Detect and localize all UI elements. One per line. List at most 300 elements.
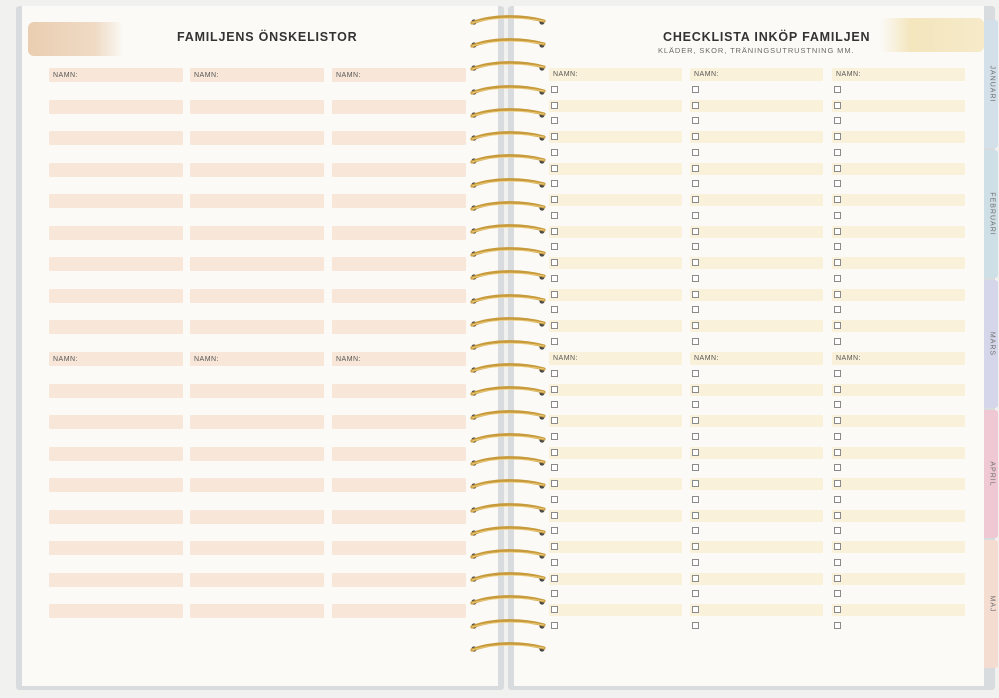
checkbox[interactable] (692, 370, 699, 377)
wish-line[interactable] (190, 541, 324, 555)
checkbox[interactable] (551, 464, 558, 471)
month-tab-mars[interactable] (984, 280, 998, 408)
checkbox[interactable] (692, 228, 699, 235)
checklist-row[interactable] (549, 163, 682, 175)
checklist-row[interactable] (832, 257, 965, 269)
checklist-row[interactable] (690, 557, 823, 569)
name-field[interactable] (549, 68, 682, 81)
wish-line[interactable] (190, 447, 324, 461)
checkbox[interactable] (834, 212, 841, 219)
checklist-row[interactable] (690, 494, 823, 506)
name-field[interactable] (690, 68, 823, 81)
checkbox[interactable] (692, 512, 699, 519)
name-field[interactable] (49, 68, 183, 82)
wish-line[interactable] (332, 510, 466, 524)
checkbox[interactable] (692, 212, 699, 219)
checkbox[interactable] (551, 370, 558, 377)
checkbox[interactable] (551, 291, 558, 298)
checkbox[interactable] (692, 527, 699, 534)
checkbox[interactable] (551, 590, 558, 597)
checkbox[interactable] (692, 606, 699, 613)
checklist-row[interactable] (690, 384, 823, 396)
checkbox[interactable] (551, 196, 558, 203)
checklist-row[interactable] (549, 368, 682, 380)
checklist-row[interactable] (832, 210, 965, 222)
checkbox[interactable] (551, 338, 558, 345)
checkbox[interactable] (834, 464, 841, 471)
spiral-ring (462, 316, 552, 330)
checklist-row[interactable] (690, 510, 823, 522)
checkbox[interactable] (692, 575, 699, 582)
wish-line[interactable] (332, 604, 466, 618)
checkbox[interactable] (692, 480, 699, 487)
spiral-ring (462, 432, 552, 446)
page-title: CHECKLISTA INKÖP FAMILJEN (663, 30, 871, 44)
spiral-ring (462, 177, 552, 191)
checkbox[interactable] (692, 243, 699, 250)
checkbox[interactable] (834, 386, 841, 393)
checklist-row[interactable] (832, 241, 965, 253)
checklist-row[interactable] (832, 336, 965, 348)
wish-line[interactable] (332, 447, 466, 461)
checklist-row[interactable] (690, 320, 823, 332)
checkbox[interactable] (834, 449, 841, 456)
checklist-row[interactable] (549, 525, 682, 537)
checkbox[interactable] (551, 417, 558, 424)
checklist-row[interactable] (549, 431, 682, 443)
wish-line[interactable] (190, 320, 324, 334)
checklist-row[interactable] (690, 478, 823, 490)
checkbox[interactable] (551, 449, 558, 456)
name-label: NAMN: (836, 355, 862, 362)
checklist-row[interactable] (690, 525, 823, 537)
checklist-row[interactable] (690, 194, 823, 206)
wish-line[interactable] (332, 194, 466, 208)
checkbox[interactable] (692, 149, 699, 156)
name-label: NAMN: (694, 355, 720, 362)
checklist-row[interactable] (690, 210, 823, 222)
checklist-row[interactable] (549, 226, 682, 238)
checklist-row[interactable] (690, 588, 823, 600)
checkbox[interactable] (551, 180, 558, 187)
checkbox[interactable] (834, 496, 841, 503)
spiral-ring (462, 594, 552, 608)
checkbox[interactable] (834, 433, 841, 440)
checkbox[interactable] (692, 417, 699, 424)
checklist-row[interactable] (549, 384, 682, 396)
checklist-row[interactable] (832, 163, 965, 175)
checkbox[interactable] (834, 149, 841, 156)
checkbox[interactable] (834, 275, 841, 282)
wish-line[interactable] (49, 415, 183, 429)
checkbox[interactable] (834, 338, 841, 345)
wish-line[interactable] (49, 226, 183, 240)
checklist-row[interactable] (832, 368, 965, 380)
checkbox[interactable] (834, 322, 841, 329)
spiral-binding (462, 12, 552, 672)
month-tab-label: APRIL (988, 461, 996, 487)
checklist-row[interactable] (832, 84, 965, 96)
checklist-row[interactable] (832, 415, 965, 427)
checkbox[interactable] (551, 496, 558, 503)
checkbox[interactable] (692, 449, 699, 456)
checklist-row[interactable] (832, 573, 965, 585)
wish-line[interactable] (190, 604, 324, 618)
wish-line[interactable] (49, 541, 183, 555)
wish-line[interactable] (190, 194, 324, 208)
checklist-row[interactable] (832, 273, 965, 285)
checkbox[interactable] (834, 259, 841, 266)
wish-line[interactable] (332, 541, 466, 555)
checkbox[interactable] (692, 259, 699, 266)
checklist-row[interactable] (832, 399, 965, 411)
wish-line[interactable] (190, 289, 324, 303)
checklist-row[interactable] (832, 384, 965, 396)
spiral-ring (462, 153, 552, 167)
checkbox[interactable] (551, 149, 558, 156)
wish-line[interactable] (49, 510, 183, 524)
checklist-row[interactable] (832, 510, 965, 522)
month-tab-januari[interactable] (984, 20, 998, 148)
wish-line[interactable] (332, 163, 466, 177)
wish-line[interactable] (49, 384, 183, 398)
checkbox[interactable] (551, 228, 558, 235)
checklist-row[interactable] (690, 147, 823, 159)
wish-line[interactable] (49, 131, 183, 145)
name-field[interactable] (549, 352, 682, 365)
checkbox[interactable] (834, 86, 841, 93)
name-label: NAMN: (53, 356, 79, 363)
checkbox[interactable] (834, 401, 841, 408)
checklist-row[interactable] (832, 131, 965, 143)
month-tab-label: JANUARI (988, 65, 996, 103)
checklist-row[interactable] (549, 462, 682, 474)
checkbox[interactable] (834, 228, 841, 235)
checklist-row[interactable] (832, 431, 965, 443)
checklist-row[interactable] (549, 557, 682, 569)
name-label: NAMN: (553, 355, 579, 362)
wish-line[interactable] (190, 131, 324, 145)
name-label: NAMN: (836, 71, 862, 78)
checkbox[interactable] (834, 117, 841, 124)
checkbox[interactable] (692, 165, 699, 172)
checkbox[interactable] (551, 386, 558, 393)
checklist-row[interactable] (690, 273, 823, 285)
name-field[interactable] (832, 68, 965, 81)
checkbox[interactable] (551, 117, 558, 124)
spiral-ring (462, 269, 552, 283)
checkbox[interactable] (834, 243, 841, 250)
checklist-row[interactable] (690, 431, 823, 443)
checkbox[interactable] (692, 117, 699, 124)
checklist-row[interactable] (690, 541, 823, 553)
checkbox[interactable] (551, 527, 558, 534)
checklist-row[interactable] (832, 147, 965, 159)
checklist-row[interactable] (832, 100, 965, 112)
spiral-ring (462, 339, 552, 353)
checklist-row[interactable] (690, 604, 823, 616)
checklist-row[interactable] (832, 462, 965, 474)
checklist-row[interactable] (690, 115, 823, 127)
name-field[interactable] (832, 352, 965, 365)
wish-line[interactable] (49, 478, 183, 492)
checkbox[interactable] (551, 322, 558, 329)
name-label: NAMN: (194, 356, 220, 363)
wish-line[interactable] (332, 131, 466, 145)
left-page (22, 6, 498, 686)
checkbox[interactable] (692, 559, 699, 566)
checkbox[interactable] (834, 417, 841, 424)
checklist-row[interactable] (549, 478, 682, 490)
checklist-row[interactable] (549, 304, 682, 316)
checkbox[interactable] (551, 433, 558, 440)
spiral-ring (462, 478, 552, 492)
spiral-ring (462, 223, 552, 237)
checkbox[interactable] (551, 543, 558, 550)
checkbox[interactable] (551, 259, 558, 266)
checkbox[interactable] (692, 590, 699, 597)
wish-line[interactable] (190, 510, 324, 524)
wish-line[interactable] (332, 320, 466, 334)
checklist-row[interactable] (690, 131, 823, 143)
checklist-row[interactable] (832, 289, 965, 301)
checklist-row[interactable] (690, 304, 823, 316)
spiral-ring (462, 60, 552, 74)
checklist-row[interactable] (690, 178, 823, 190)
checklist-row[interactable] (832, 588, 965, 600)
name-field[interactable] (690, 352, 823, 365)
checkbox[interactable] (834, 165, 841, 172)
checklist-row[interactable] (549, 273, 682, 285)
checkbox[interactable] (551, 622, 558, 629)
name-field[interactable] (190, 352, 324, 366)
checklist-row[interactable] (690, 368, 823, 380)
checklist-row[interactable] (832, 478, 965, 490)
spiral-ring (462, 455, 552, 469)
checklist-row[interactable] (832, 541, 965, 553)
checkbox[interactable] (692, 338, 699, 345)
checklist-row[interactable] (549, 84, 682, 96)
month-tab-april[interactable] (984, 410, 998, 538)
checkbox[interactable] (834, 480, 841, 487)
checklist-row[interactable] (549, 131, 682, 143)
checkbox[interactable] (834, 291, 841, 298)
checkbox[interactable] (551, 480, 558, 487)
checkbox[interactable] (551, 306, 558, 313)
name-field[interactable] (49, 352, 183, 366)
checkbox[interactable] (692, 291, 699, 298)
wish-line[interactable] (332, 478, 466, 492)
checklist-row[interactable] (690, 462, 823, 474)
checklist-row[interactable] (549, 447, 682, 459)
month-tab-februari[interactable] (984, 150, 998, 278)
checklist-row[interactable] (832, 525, 965, 537)
checklist-row[interactable] (549, 257, 682, 269)
checklist-row[interactable] (832, 447, 965, 459)
checkbox[interactable] (692, 464, 699, 471)
checklist-row[interactable] (690, 399, 823, 411)
spiral-ring (462, 107, 552, 121)
checkbox[interactable] (692, 433, 699, 440)
checkbox[interactable] (834, 306, 841, 313)
wish-line[interactable] (332, 100, 466, 114)
checkbox[interactable] (692, 322, 699, 329)
spiral-ring (462, 641, 552, 655)
checklist-row[interactable] (549, 573, 682, 585)
checkbox[interactable] (692, 543, 699, 550)
checkbox[interactable] (692, 180, 699, 187)
wish-line[interactable] (49, 163, 183, 177)
checkbox[interactable] (551, 559, 558, 566)
name-label: NAMN: (336, 72, 362, 79)
checkbox[interactable] (692, 133, 699, 140)
checkbox[interactable] (692, 306, 699, 313)
checkbox[interactable] (551, 212, 558, 219)
wish-line[interactable] (190, 257, 324, 271)
name-field[interactable] (190, 68, 324, 82)
checkbox[interactable] (834, 622, 841, 629)
wish-line[interactable] (332, 226, 466, 240)
spiral-ring (462, 14, 552, 28)
checkbox[interactable] (692, 496, 699, 503)
checklist-row[interactable] (832, 304, 965, 316)
checkbox[interactable] (551, 133, 558, 140)
checklist-row[interactable] (690, 163, 823, 175)
checklist-row[interactable] (549, 178, 682, 190)
page-title: FAMILJENS ÖNSKELISTOR (177, 30, 358, 44)
wish-line[interactable] (190, 384, 324, 398)
checkbox[interactable] (692, 401, 699, 408)
wish-line[interactable] (49, 194, 183, 208)
wish-line[interactable] (332, 257, 466, 271)
checkbox[interactable] (834, 527, 841, 534)
checkbox[interactable] (834, 606, 841, 613)
checkbox[interactable] (551, 243, 558, 250)
checkbox[interactable] (551, 575, 558, 582)
checkbox[interactable] (692, 275, 699, 282)
checklist-row[interactable] (549, 510, 682, 522)
checkbox[interactable] (692, 86, 699, 93)
checkbox[interactable] (834, 543, 841, 550)
checklist-row[interactable] (549, 289, 682, 301)
wish-line[interactable] (190, 478, 324, 492)
checkbox[interactable] (834, 575, 841, 582)
checklist-row[interactable] (690, 447, 823, 459)
spiral-ring (462, 246, 552, 260)
checklist-row[interactable] (832, 320, 965, 332)
wish-line[interactable] (332, 289, 466, 303)
wish-line[interactable] (49, 320, 183, 334)
wish-line[interactable] (332, 573, 466, 587)
checkbox[interactable] (834, 590, 841, 597)
checkbox[interactable] (834, 133, 841, 140)
checkbox[interactable] (834, 196, 841, 203)
checklist-row[interactable] (549, 604, 682, 616)
checklist-row[interactable] (690, 289, 823, 301)
checkbox[interactable] (834, 512, 841, 519)
checklist-row[interactable] (549, 336, 682, 348)
wish-line[interactable] (332, 384, 466, 398)
checklist-row[interactable] (690, 241, 823, 253)
checklist-row[interactable] (549, 115, 682, 127)
checkbox[interactable] (551, 86, 558, 93)
paint-brush-decoration (880, 18, 984, 52)
checklist-row[interactable] (832, 494, 965, 506)
wish-line[interactable] (190, 573, 324, 587)
checklist-row[interactable] (690, 100, 823, 112)
checklist-row[interactable] (690, 336, 823, 348)
wish-line[interactable] (49, 289, 183, 303)
checklist-row[interactable] (549, 399, 682, 411)
checkbox[interactable] (834, 102, 841, 109)
checklist-row[interactable] (549, 320, 682, 332)
checkbox[interactable] (551, 606, 558, 613)
wish-line[interactable] (49, 100, 183, 114)
wish-line[interactable] (190, 415, 324, 429)
checklist-row[interactable] (832, 194, 965, 206)
name-field[interactable] (332, 68, 466, 82)
checkbox[interactable] (551, 102, 558, 109)
checkbox[interactable] (692, 622, 699, 629)
checkbox[interactable] (551, 512, 558, 519)
checkbox[interactable] (692, 196, 699, 203)
checkbox[interactable] (551, 275, 558, 282)
checklist-row[interactable] (832, 557, 965, 569)
checklist-row[interactable] (549, 494, 682, 506)
checklist-row[interactable] (549, 415, 682, 427)
checklist-row[interactable] (832, 604, 965, 616)
checklist-row[interactable] (832, 620, 965, 632)
wish-line[interactable] (190, 100, 324, 114)
month-tab-maj[interactable] (984, 540, 998, 668)
checklist-row[interactable] (549, 620, 682, 632)
checkbox[interactable] (551, 165, 558, 172)
checkbox[interactable] (834, 180, 841, 187)
checkbox[interactable] (834, 559, 841, 566)
checklist-row[interactable] (690, 226, 823, 238)
checklist-row[interactable] (549, 541, 682, 553)
checklist-row[interactable] (690, 257, 823, 269)
wish-line[interactable] (190, 226, 324, 240)
checkbox[interactable] (551, 401, 558, 408)
checklist-row[interactable] (549, 588, 682, 600)
checklist-row[interactable] (690, 620, 823, 632)
checklist-row[interactable] (549, 210, 682, 222)
wish-line[interactable] (190, 163, 324, 177)
checklist-row[interactable] (549, 147, 682, 159)
wish-line[interactable] (49, 604, 183, 618)
checklist-row[interactable] (690, 84, 823, 96)
wish-line[interactable] (49, 257, 183, 271)
checkbox[interactable] (834, 370, 841, 377)
checklist-row[interactable] (832, 115, 965, 127)
checklist-row[interactable] (549, 100, 682, 112)
checklist-row[interactable] (549, 241, 682, 253)
checkbox[interactable] (692, 102, 699, 109)
checkbox[interactable] (692, 386, 699, 393)
checklist-row[interactable] (690, 415, 823, 427)
wish-line[interactable] (49, 447, 183, 461)
checklist-row[interactable] (690, 573, 823, 585)
checklist-row[interactable] (832, 178, 965, 190)
wish-line[interactable] (332, 415, 466, 429)
spiral-ring (462, 200, 552, 214)
checklist-row[interactable] (549, 194, 682, 206)
spiral-ring (462, 130, 552, 144)
wish-line[interactable] (49, 573, 183, 587)
name-field[interactable] (332, 352, 466, 366)
checklist-row[interactable] (832, 226, 965, 238)
